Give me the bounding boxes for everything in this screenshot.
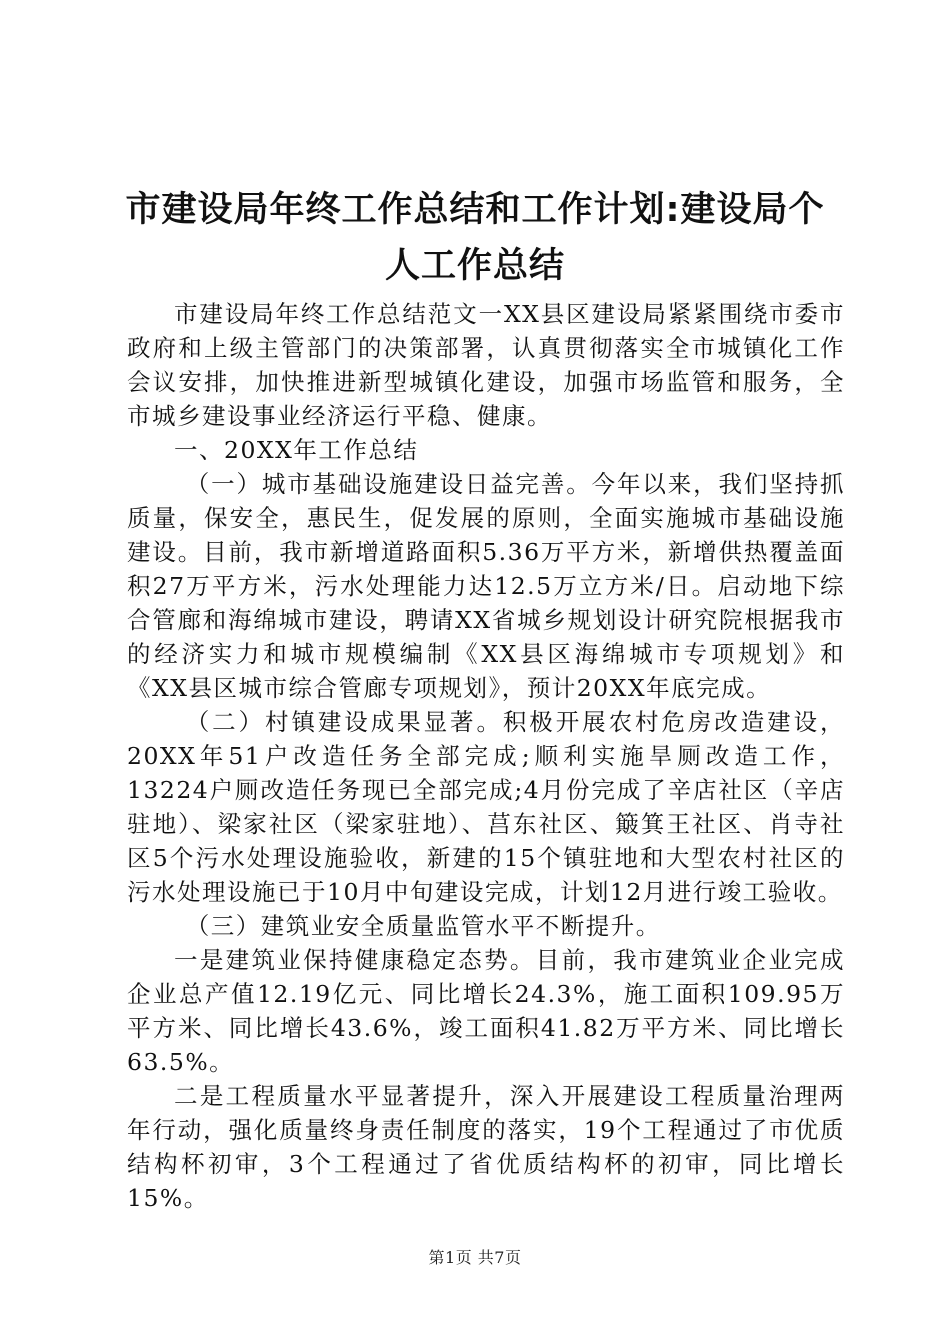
page-number-footer: 第1页 共7页 [428,1248,522,1267]
paragraph-construction-safety-heading: （三）建筑业安全质量监管水平不断提升。 [185,912,661,940]
paragraph-village-construction: （二）村镇建设成果显著。积极开展农村危房改造建设，20XX年51户改造任务全部完成;顺利实施旱厕改造工作，13224户厕改造任务现已全部完成;4月份完成了辛店社区（辛店驻地）、梁家社区（梁家驻地）、莒东社区、簸箕王社区、肖寺社区5个污水处理设施验收，新建的15个镇驻地和大型农村社区的污水处理设施已于10月中旬建设完成，计划12月进行竣工验收。 [127,708,845,906]
section-heading-summary: 一、20XX年工作总结 [174,436,419,464]
paragraph-construction-industry: 一是建筑业保持健康稳定态势。目前，我市建筑业企业完成企业总产值12.19亿元、同比增长24.3%，施工面积109.95万平方米、同比增长43.6%，竣工面积41.82万平方米、同比增长63.5%。 [127,946,845,1076]
document-title-line-2: 人工作总结 [384,246,565,286]
document-body [127,297,845,1215]
paragraph-intro: 市建设局年终工作总结范文一XX县区建设局紧紧围绕市委市政府和上级主管部门的决策部署，认真贯彻落实全市城镇化工作会议安排，加快推进新型城镇化建设，加强市场监管和服务，全市城乡建设事业经济运行平稳、健康。 [127,300,845,430]
paragraph-engineering-quality: 二是工程质量水平显著提升，深入开展建设工程质量治理两年行动，强化质量终身责任制度的落实，19个工程通过了市优质结构杯初审，3个工程通过了省优质结构杯的初审，同比增长15%。 [127,1082,845,1212]
paragraph-infrastructure: （一）城市基础设施建设日益完善。今年以来，我们坚持抓质量，保安全，惠民生，促发展的原则，全面实施城市基础设施建设。目前，我市新增道路面积5.36万平方米，新增供热覆盖面积27万平方米，污水处理能力达12.5万立方米/日。启动地下综合管廊和海绵城市建设，聘请XX省城乡规划设计研究院根据我市的经济实力和城市规模编制《XX县区海绵城市专项规划》和《XX县区城市综合管廊专项规划》，预计20XX年底完成。 [127,470,845,702]
document-title-line-1: 市建设局年终工作总结和工作计划:建设局个 [125,190,825,230]
